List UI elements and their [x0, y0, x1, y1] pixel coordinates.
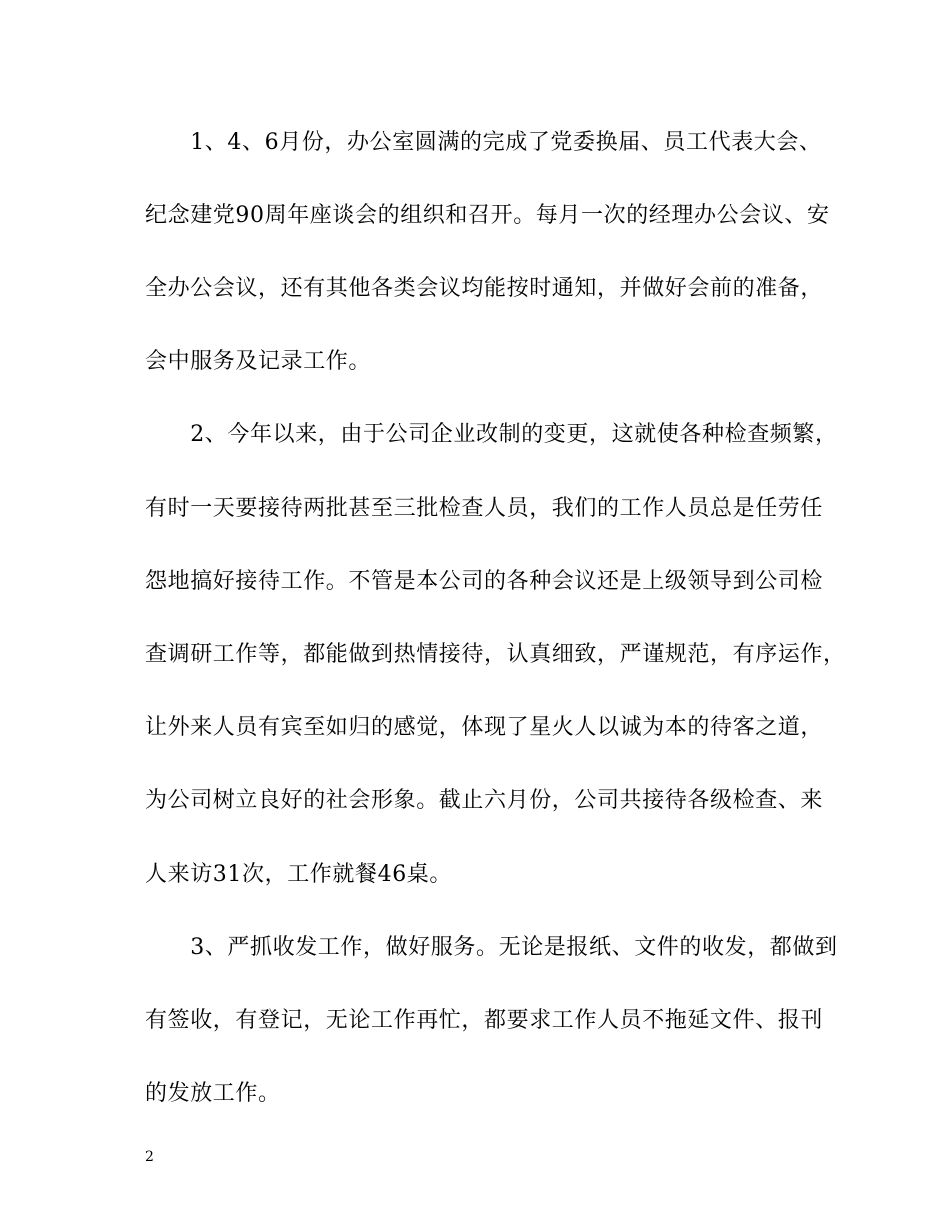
- text-line: 为公司树立良好的社会形象。截止六月份，公司共接待各级检查、来: [145, 788, 824, 813]
- text-line: 纪念建党90周年座谈会的组织和召开。每月一次的经理办公会议、安: [145, 203, 830, 228]
- text-line: 让外来人员有宾至如归的感觉，体现了星火人以诚为本的待客之道，: [145, 715, 824, 740]
- text-line: 人来访31次，工作就餐46桌。: [145, 862, 452, 887]
- text-line: 有时一天要接待两批甚至三批检查人员，我们的工作人员总是任劳任: [145, 496, 824, 521]
- text-line: 1、4、6月份，办公室圆满的完成了党委换届、员工代表大会、: [145, 130, 822, 155]
- text-line: 的发放工作。: [145, 1081, 281, 1106]
- text-line: 有签收，有登记，无论工作再忙，都要求工作人员不拖延文件、报刊: [145, 1008, 824, 1033]
- text-line: 查调研工作等，都能做到热情接待，认真细致，严谨规范，有序运作，: [145, 642, 846, 667]
- text-line: 2、今年以来，由于公司企业改制的变更，这就使各种检查频繁，: [145, 422, 838, 447]
- text-line: 全办公会议，还有其他各类会议均能按时通知，并做好会前的准备，: [145, 276, 824, 301]
- text-line: 怨地搞好接待工作。不管是本公司的各种会议还是上级领导到公司检: [145, 569, 824, 594]
- page-number: 2: [145, 1149, 154, 1165]
- text-line: 会中服务及记录工作。: [145, 349, 372, 374]
- text-line: 3、严抓收发工作，做好服务。无论是报纸、文件的收发，都做到: [145, 935, 838, 960]
